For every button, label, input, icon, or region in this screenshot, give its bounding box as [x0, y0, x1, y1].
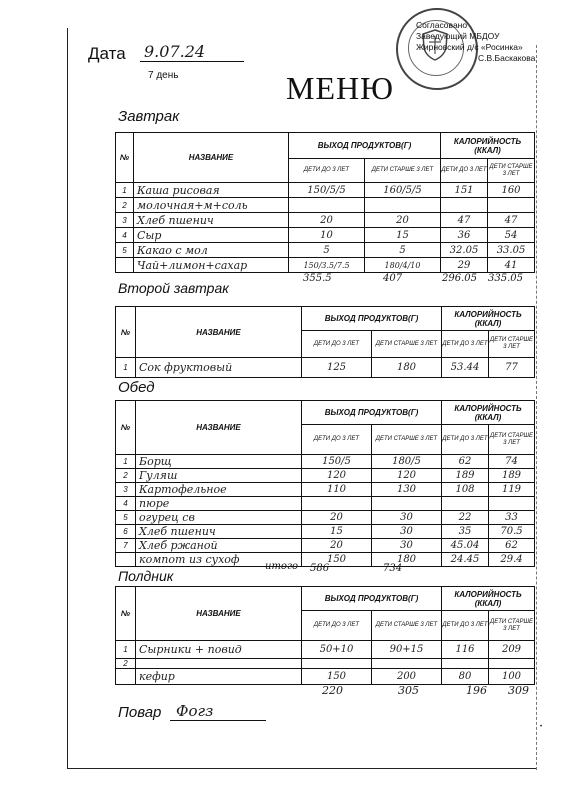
col-num: №	[116, 401, 136, 455]
cal-young: 22	[442, 511, 489, 525]
table-row	[116, 469, 535, 483]
output-old: 90+15	[372, 641, 442, 659]
dish-name: Каша рисовая	[134, 183, 289, 198]
output-old: 160/5/5	[365, 183, 441, 198]
col-old: ДЕТИ СТАРШЕ 3 ЛЕТ	[365, 159, 441, 183]
cal-young	[442, 659, 489, 669]
col-name: НАЗВАНИЕ	[136, 587, 302, 641]
page-title: МЕНЮ	[286, 70, 394, 106]
cal-young: 80	[442, 669, 489, 685]
cal-young: 45.04	[442, 539, 489, 553]
row-num: 1	[116, 455, 136, 469]
cal-old	[489, 659, 535, 669]
output-old: 30	[372, 511, 442, 525]
row-num	[116, 553, 136, 567]
cal-old: 54	[488, 228, 535, 243]
cal-old: 62	[489, 539, 535, 553]
breakfast-total-young: 355.5	[303, 273, 332, 284]
output-young: 125	[302, 358, 372, 378]
table-row	[116, 455, 535, 469]
date-label: Дата	[88, 44, 126, 63]
output-young: 120	[302, 469, 372, 483]
output-old: 180/5	[372, 455, 442, 469]
col-young: ДЕТИ ДО 3 ЛЕТ	[302, 611, 372, 641]
cal-old	[489, 497, 535, 511]
snack-total-young: 220	[322, 684, 343, 697]
cal-young: 29	[441, 258, 488, 273]
dish-name: компот из сухоф	[136, 553, 302, 567]
cal-old: 189	[489, 469, 535, 483]
output-young: 10	[289, 228, 365, 243]
table-row	[116, 539, 535, 553]
page-right-edge	[536, 45, 538, 770]
cal-old	[488, 198, 535, 213]
col-young: ДЕТИ ДО 3 ЛЕТ	[302, 425, 372, 455]
col-old: ДЕТИ СТАРШЕ 3 ЛЕТ	[372, 611, 442, 641]
dish-name: Гуляш	[136, 469, 302, 483]
cal-old: 100	[489, 669, 535, 685]
output-old: 15	[365, 228, 441, 243]
section-title-lunch: Обед	[118, 379, 155, 396]
dish-name: огурец св	[136, 511, 302, 525]
col-cal-old: ДЕТИ СТАРШЕ 3 ЛЕТ	[489, 425, 535, 455]
row-num: 2	[116, 469, 136, 483]
row-num: 1	[116, 641, 136, 659]
approval-line-4: С.В.Баскакова	[478, 53, 536, 63]
col-young: ДЕТИ ДО 3 ЛЕТ	[302, 331, 372, 358]
table-row	[116, 483, 535, 497]
col-cal-old: ДЕТИ СТАРШЕ 3 ЛЕТ	[489, 331, 535, 358]
row-num: 3	[116, 213, 134, 228]
output-young: 20	[302, 511, 372, 525]
col-old: ДЕТИ СТАРШЕ 3 ЛЕТ	[372, 425, 442, 455]
output-young: 5	[289, 243, 365, 258]
output-young: 150/5/5	[289, 183, 365, 198]
col-num: №	[116, 587, 136, 641]
col-cal-old: ДЕТИ СТАРШЕ 3 ЛЕТ	[488, 159, 535, 183]
row-num: 4	[116, 228, 134, 243]
dish-name: пюре	[136, 497, 302, 511]
approval-line-1: Согласовано	[416, 20, 468, 30]
dish-name: Сыр	[134, 228, 289, 243]
output-young: 20	[289, 213, 365, 228]
cal-old: 119	[489, 483, 535, 497]
cal-young: 189	[442, 469, 489, 483]
snack-total-cal-old: 309	[508, 684, 529, 697]
output-young: 110	[302, 483, 372, 497]
col-num: №	[116, 133, 134, 183]
output-young	[302, 659, 372, 669]
dish-name: Хлеб ржаной	[136, 539, 302, 553]
table-row	[116, 659, 535, 669]
cal-old: 29.4	[489, 553, 535, 567]
breakfast-total-cal-old: 335.05	[488, 273, 523, 284]
col-calories: КАЛОРИЙНОСТЬ (ККАЛ)	[442, 307, 535, 331]
cal-young: 116	[442, 641, 489, 659]
col-calories: КАЛОРИЙНОСТЬ (ККАЛ)	[441, 133, 535, 159]
row-num: 1	[116, 358, 136, 378]
dish-name: Сырники + повид	[136, 641, 302, 659]
output-old: 180	[372, 553, 442, 567]
page-left-edge	[67, 28, 68, 768]
cal-young: 24.45	[442, 553, 489, 567]
col-output: ВЫХОД ПРОДУКТОВ(Г)	[302, 401, 442, 425]
section-title-second-breakfast: Второй завтрак	[118, 280, 229, 296]
col-cal-young: ДЕТИ ДО 3 ЛЕТ	[442, 425, 489, 455]
col-cal-young: ДЕТИ ДО 3 ЛЕТ	[441, 159, 488, 183]
table-row	[116, 669, 535, 685]
output-young	[302, 497, 372, 511]
row-num: 5	[116, 243, 134, 258]
cal-old: 33.05	[488, 243, 535, 258]
table-row	[116, 525, 535, 539]
col-num: №	[116, 307, 136, 358]
dish-name: Какао с мол	[134, 243, 289, 258]
output-old: 30	[372, 539, 442, 553]
col-calories: КАЛОРИЙНОСТЬ (ККАЛ)	[442, 401, 535, 425]
output-old: 130	[372, 483, 442, 497]
table-row	[116, 228, 535, 243]
lunch-total-young: 586	[310, 563, 330, 574]
lunch-total-label: итого	[265, 561, 299, 572]
table-row	[116, 213, 535, 228]
col-name: НАЗВАНИЕ	[134, 133, 289, 183]
cal-old: 77	[489, 358, 535, 378]
output-old	[372, 497, 442, 511]
output-old: 5	[365, 243, 441, 258]
table-row	[116, 358, 535, 378]
approval-line-3: Жирновский д/с «Росинка»	[416, 42, 523, 52]
row-num: 2	[116, 198, 134, 213]
output-old: 180/4/10	[365, 258, 441, 273]
output-old: 200	[372, 669, 442, 685]
cal-old: 70.5	[489, 525, 535, 539]
output-old: 30	[372, 525, 442, 539]
col-cal-young: ДЕТИ ДО 3 ЛЕТ	[442, 611, 489, 641]
output-young: 20	[302, 539, 372, 553]
date-value: 9.07.24	[140, 42, 244, 62]
cook-label: Повар	[118, 704, 162, 721]
cook-signature: Фогз	[170, 702, 266, 721]
output-old: 120	[372, 469, 442, 483]
second-breakfast-table	[115, 306, 535, 378]
section-title-snack: Полдник	[118, 568, 174, 584]
cal-young	[442, 497, 489, 511]
table-row	[116, 243, 535, 258]
col-young: ДЕТИ ДО 3 ЛЕТ	[289, 159, 365, 183]
table-row	[116, 183, 535, 198]
table-row	[116, 497, 535, 511]
cal-old: 74	[489, 455, 535, 469]
output-old: 180	[372, 358, 442, 378]
cal-young: 35	[442, 525, 489, 539]
table-row	[116, 511, 535, 525]
cal-young: 36	[441, 228, 488, 243]
breakfast-total-old: 407	[383, 273, 403, 284]
dish-name: кефир	[136, 669, 302, 685]
row-num: 4	[116, 497, 136, 511]
row-num: 7	[116, 539, 136, 553]
output-old	[372, 659, 442, 669]
cal-old: 209	[489, 641, 535, 659]
row-num	[116, 669, 136, 685]
lunch-total-old: 734	[383, 563, 403, 574]
table-row	[116, 198, 535, 213]
col-output: ВЫХОД ПРОДУКТОВ(Г)	[302, 307, 442, 331]
page-mark: •	[540, 724, 543, 730]
lunch-table	[115, 400, 535, 567]
output-young: 15	[302, 525, 372, 539]
row-num: 5	[116, 511, 136, 525]
cal-young: 32.05	[441, 243, 488, 258]
row-num: 1	[116, 183, 134, 198]
cal-old: 33	[489, 511, 535, 525]
section-title-breakfast: Завтрак	[118, 108, 180, 125]
day-number: 7 день	[148, 70, 179, 81]
cal-old: 41	[488, 258, 535, 273]
cal-old: 160	[488, 183, 535, 198]
breakfast-total-cal-young: 296.05	[442, 273, 477, 284]
page-bottom-edge	[67, 768, 537, 769]
output-young: 150	[302, 553, 372, 567]
breakfast-table	[115, 132, 535, 273]
dish-name	[136, 659, 302, 669]
snack-total-cal-young: 196	[466, 684, 487, 697]
cal-young	[441, 198, 488, 213]
output-young	[289, 198, 365, 213]
col-output: ВЫХОД ПРОДУКТОВ(Г)	[289, 133, 441, 159]
dish-name: Чай+лимон+сахар	[134, 258, 289, 273]
output-young: 150	[302, 669, 372, 685]
dish-name: Картофельное	[136, 483, 302, 497]
snack-total-old: 305	[398, 684, 419, 697]
output-old: 20	[365, 213, 441, 228]
row-num: 6	[116, 525, 136, 539]
dish-name: Сок фруктовый	[136, 358, 302, 378]
cal-young: 53.44	[442, 358, 489, 378]
cal-young: 108	[442, 483, 489, 497]
col-cal-old: ДЕТИ СТАРШЕ 3 ЛЕТ	[489, 611, 535, 641]
col-calories: КАЛОРИЙНОСТЬ (ККАЛ)	[442, 587, 535, 611]
dish-name: Хлеб пшенич	[134, 213, 289, 228]
table-row	[116, 641, 535, 659]
cal-young: 47	[441, 213, 488, 228]
row-num: 2	[116, 659, 136, 669]
output-old	[365, 198, 441, 213]
table-row	[116, 258, 535, 273]
col-name: НАЗВАНИЕ	[136, 401, 302, 455]
dish-name: Хлеб пшенич	[136, 525, 302, 539]
cal-old: 47	[488, 213, 535, 228]
dish-name: молочная+м+соль	[134, 198, 289, 213]
col-cal-young: ДЕТИ ДО 3 ЛЕТ	[442, 331, 489, 358]
output-young: 150/5	[302, 455, 372, 469]
col-old: ДЕТИ СТАРШЕ 3 ЛЕТ	[372, 331, 442, 358]
row-num	[116, 258, 134, 273]
row-num: 3	[116, 483, 136, 497]
cal-young: 62	[442, 455, 489, 469]
snack-table	[115, 586, 535, 685]
col-name: НАЗВАНИЕ	[136, 307, 302, 358]
col-output: ВЫХОД ПРОДУКТОВ(Г)	[302, 587, 442, 611]
cal-young: 151	[441, 183, 488, 198]
approval-line-2: Заведующий МБДОУ	[416, 31, 500, 41]
output-young: 50+10	[302, 641, 372, 659]
dish-name: Борщ	[136, 455, 302, 469]
output-young: 150/3.5/7.5	[289, 258, 365, 273]
